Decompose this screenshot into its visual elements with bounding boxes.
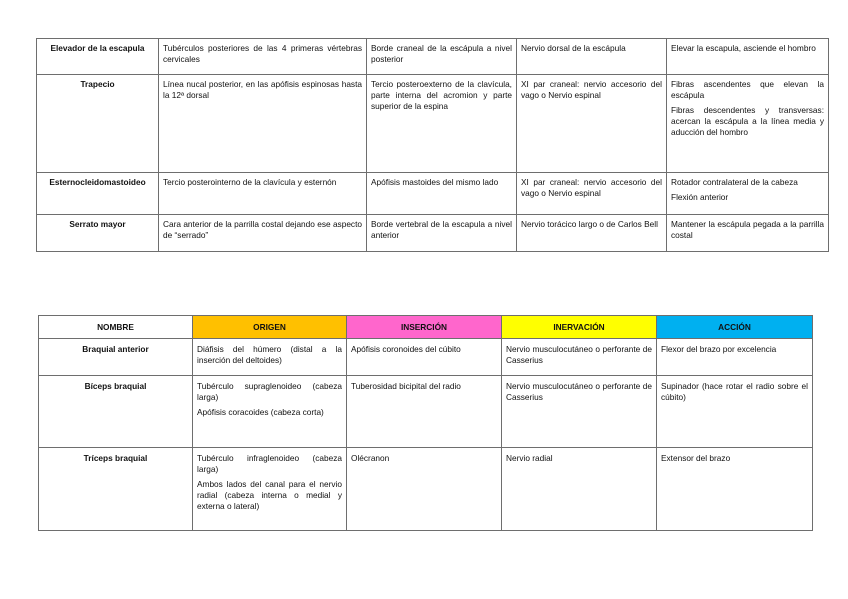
- upper-muscle-table: [36, 38, 829, 252]
- cell-text: Cara anterior de la parrilla costal dejando ese aspecto de “serrado”: [163, 219, 362, 240]
- cell-text: Tuberosidad bicipital del radio: [351, 381, 461, 391]
- cell-text: Flexión anterior: [671, 191, 729, 202]
- muscle-name: Esternocleidomastoideo: [37, 173, 159, 215]
- muscle-name: Elevador de la escapula: [37, 39, 159, 75]
- cell-text: Apófisis coronoides del cúbito: [351, 344, 461, 354]
- muscle-name: Braquial anterior: [39, 339, 193, 376]
- cell-text: Borde vertebral de la escapula a nivel anterior: [371, 219, 512, 240]
- cell-text: Tercio posterointerno de la clavícula y esternón: [163, 177, 337, 187]
- header-insercion: INSERCIÓN: [347, 316, 502, 339]
- cell-text: Supinador (hace rotar el radio sobre el cúbito): [661, 381, 808, 402]
- insertion-cell: [347, 339, 502, 376]
- cell-text: Borde craneal de la escápula a nivel posterior: [371, 43, 512, 64]
- innervation-cell: [502, 376, 657, 448]
- table-row: [39, 339, 813, 376]
- table-row: [37, 75, 829, 173]
- origin-cell: [159, 75, 367, 173]
- cell-text: Ambos lados del canal para el nervio radial (cabeza interna o medial y externa o lateral): [197, 478, 342, 511]
- cell-text: Rotador contralateral de la cabeza: [671, 177, 798, 187]
- action-cell: [667, 75, 829, 173]
- action-cell: [667, 215, 829, 252]
- cell-text: Flexor del brazo por excelencia: [661, 344, 777, 354]
- header-row: [39, 316, 813, 339]
- header-nombre: NOMBRE: [39, 316, 193, 339]
- cell-text: Nervio musculocutáneo o perforante de Casserius: [506, 344, 652, 365]
- muscle-name: Serrato mayor: [37, 215, 159, 252]
- innervation-cell: [502, 339, 657, 376]
- action-cell: [667, 173, 829, 215]
- arm-muscle-table: [38, 315, 813, 531]
- header-origen: ORIGEN: [193, 316, 347, 339]
- muscle-name: Tríceps braquial: [39, 448, 193, 531]
- innervation-cell: [502, 448, 657, 531]
- cell-text: XI par craneal: nervio accesorio del vago o Nervio espinal: [521, 177, 662, 198]
- cell-text: Diáfisis del húmero (distal a la inserción del deltoides): [197, 344, 342, 365]
- origin-cell: [159, 39, 367, 75]
- cell-text: Nervio torácico largo o de Carlos Bell: [521, 219, 658, 229]
- action-cell: [667, 39, 829, 75]
- muscle-name: Trapecio: [37, 75, 159, 173]
- cell-text: Apófisis coracoides (cabeza corta): [197, 406, 324, 417]
- cell-text: Tubérculo infraglenoideo (cabeza larga): [197, 453, 342, 474]
- innervation-cell: [517, 173, 667, 215]
- cell-text: Nervio musculocutáneo o perforante de Casserius: [506, 381, 652, 402]
- cell-text: Mantener la escápula pegada a la parrilla costal: [671, 219, 824, 240]
- header-inervacion: INERVACIÓN: [502, 316, 657, 339]
- innervation-cell: [517, 75, 667, 173]
- insertion-cell: [367, 39, 517, 75]
- table-row: [37, 39, 829, 75]
- insertion-cell: [367, 215, 517, 252]
- cell-text: Fibras descendentes y transversas: acercan la escápula a la línea media y aducción del hombro: [671, 104, 824, 137]
- cell-text: Extensor del brazo: [661, 453, 731, 463]
- cell-text: Línea nucal posterior, en las apófisis espinosas hasta la 12ª dorsal: [163, 79, 362, 100]
- cell-text: Olécranon: [351, 453, 390, 463]
- origin-cell: [193, 376, 347, 448]
- origin-cell: [193, 448, 347, 531]
- table-row: [37, 215, 829, 252]
- action-cell: [657, 376, 813, 448]
- cell-text: Elevar la escapula, asciende el hombro: [671, 43, 816, 53]
- cell-text: Apófisis mastoides del mismo lado: [371, 177, 499, 187]
- header-accion: ACCIÓN: [657, 316, 813, 339]
- cell-text: Tercio posteroexterno de la clavícula, parte interna del acromion y parte superior de la espina: [371, 79, 512, 111]
- action-cell: [657, 448, 813, 531]
- cell-text: Nervio dorsal de la escápula: [521, 43, 626, 53]
- table-row: [39, 448, 813, 531]
- cell-text: Fibras ascendentes que elevan la escápula: [671, 79, 824, 100]
- action-cell: [657, 339, 813, 376]
- insertion-cell: [347, 448, 502, 531]
- muscle-name: Bíceps braquial: [39, 376, 193, 448]
- table-row: [39, 376, 813, 448]
- insertion-cell: [347, 376, 502, 448]
- innervation-cell: [517, 215, 667, 252]
- insertion-cell: [367, 173, 517, 215]
- innervation-cell: [517, 39, 667, 75]
- origin-cell: [159, 215, 367, 252]
- cell-text: Tubérculo supraglenoideo (cabeza larga): [197, 381, 342, 402]
- origin-cell: [159, 173, 367, 215]
- cell-text: XI par craneal: nervio accesorio del vago o Nervio espinal: [521, 79, 662, 100]
- cell-text: Nervio radial: [506, 453, 553, 463]
- origin-cell: [193, 339, 347, 376]
- cell-text: Tubérculos posteriores de las 4 primeras vértebras cervicales: [163, 43, 362, 64]
- table-row: [37, 173, 829, 215]
- insertion-cell: [367, 75, 517, 173]
